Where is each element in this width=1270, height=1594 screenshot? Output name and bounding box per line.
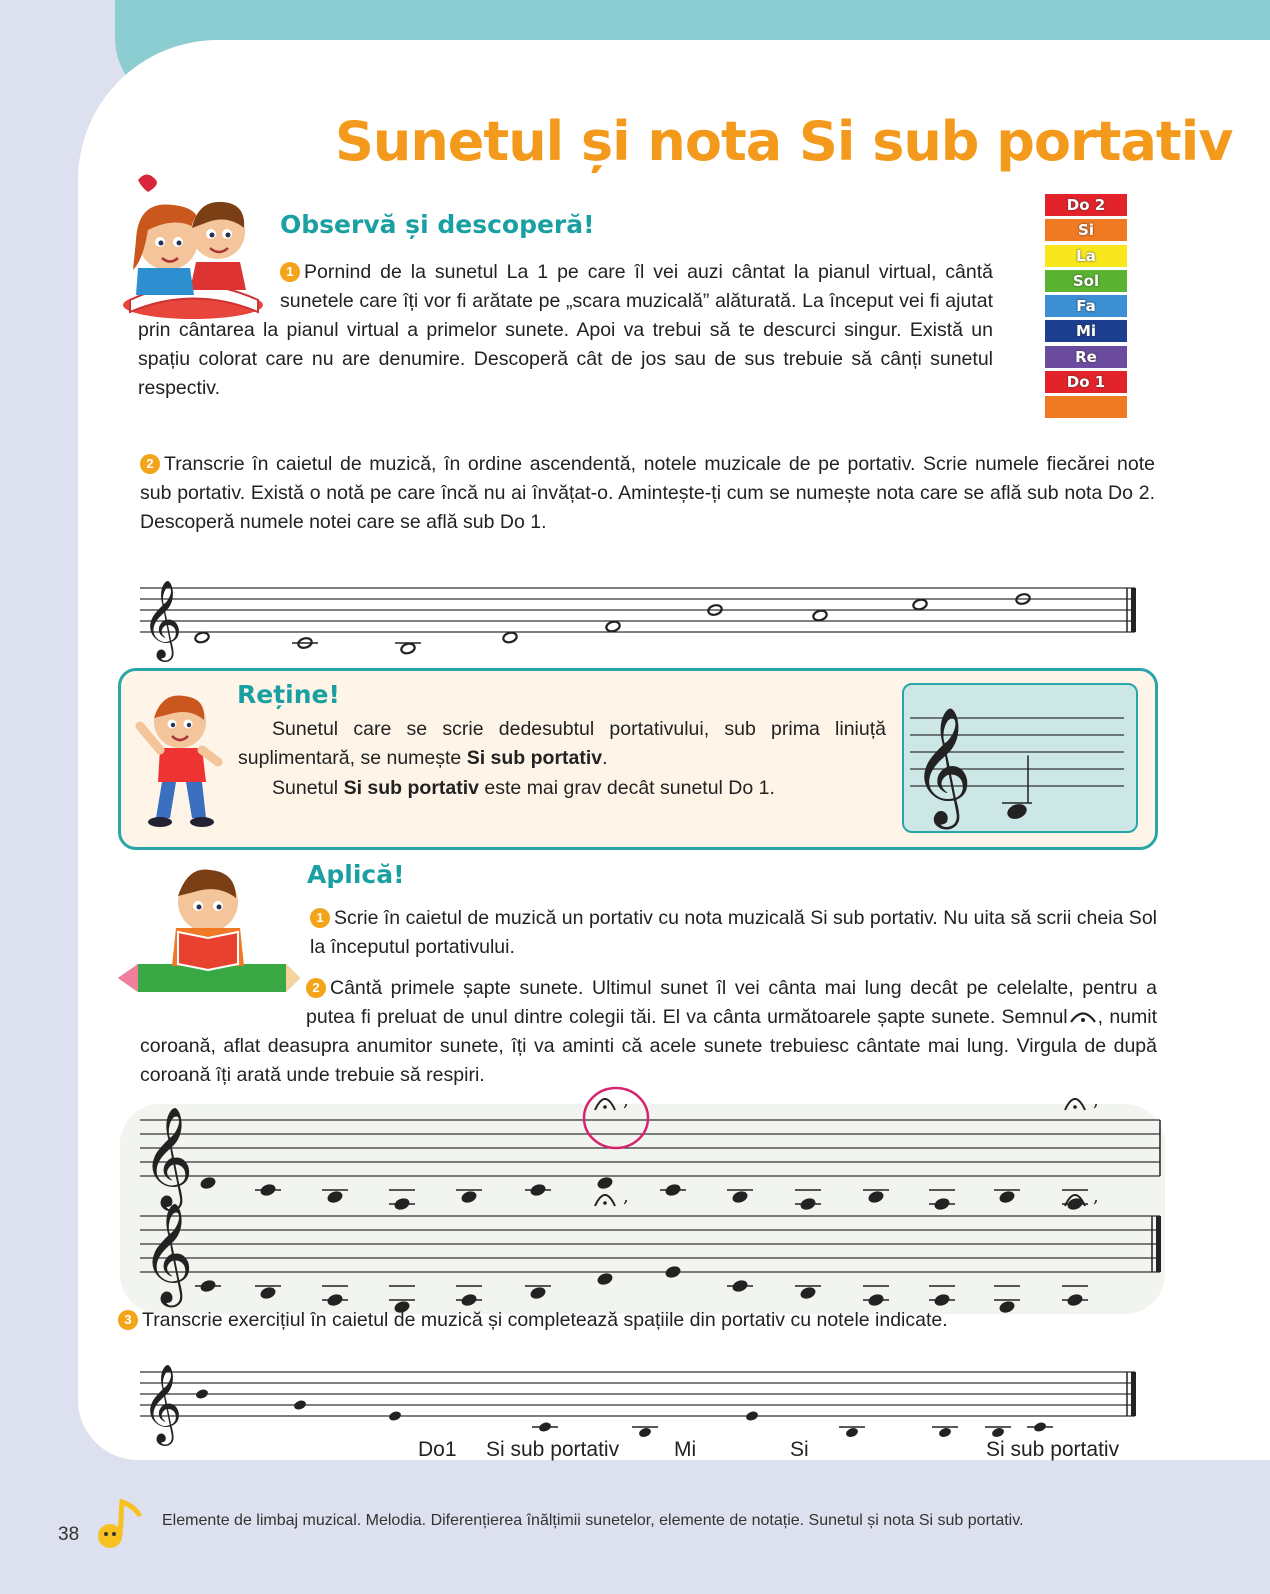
breath-comma: , <box>1093 1186 1099 1207</box>
note-head <box>1033 1421 1047 1433</box>
ladder-rung: Sol <box>1045 270 1127 292</box>
retine-heading: Reține! <box>237 680 340 709</box>
text-wrap-spacer <box>138 258 280 316</box>
fermata-dot <box>1073 1201 1077 1205</box>
note-head <box>1005 802 1029 822</box>
ladder-rung: Do 1 <box>1045 371 1127 393</box>
final-barline <box>1131 1372 1136 1416</box>
ladder-rung: Fa <box>1045 295 1127 317</box>
exercise-label: Si sub portativ <box>486 1438 620 1461</box>
boy-thumbs-up-illustration <box>132 684 222 829</box>
whole-note <box>194 631 210 643</box>
note-head <box>596 1175 614 1190</box>
retine-line2-end: este mai grav decât sunetul Do 1. <box>479 777 775 799</box>
aplica-item3-text: Transcrie exercițiul în caietul de muzică și completează spațiile din portativ cu notele indicate. <box>142 1309 948 1331</box>
note-head <box>529 1182 547 1197</box>
whole-note <box>400 642 416 654</box>
item-number-badge: 2 <box>140 454 160 474</box>
aplica-heading: Aplică! <box>307 860 405 889</box>
note-head <box>326 1189 344 1204</box>
aplica-item2 <box>140 974 1157 1090</box>
music-scale-ladder <box>1045 194 1127 422</box>
aplica-item2-text-b: , numit coroană, aflat deasupra anumitor sunete, îți va aminti că acele sunete trebuiesc cântate mai lung. Virgula de după coroană îți arată unde trebuie să respiri. <box>140 1006 1157 1086</box>
ladder-rung: La <box>1045 245 1127 267</box>
retine-line2 <box>238 774 886 803</box>
breath-comma: , <box>623 1186 629 1207</box>
note-head <box>664 1264 682 1279</box>
melody-staves <box>130 1090 1170 1318</box>
whole-note <box>812 609 828 621</box>
exercise-staff <box>130 1360 1160 1443</box>
aplica-item1-text: Scrie în caietul de muzică un portativ cu nota muzicală Si sub portativ. Nu uita să scrii cheia Sol la începutul portativului. <box>310 907 1157 958</box>
treble-clef-icon: 𝄞 <box>912 706 973 825</box>
note-head <box>460 1189 478 1204</box>
note-head <box>938 1427 952 1439</box>
note-head <box>596 1271 614 1286</box>
item-number-badge: 2 <box>306 978 326 998</box>
breath-comma: , <box>1093 1090 1099 1111</box>
ladder-rung: Do 2 <box>1045 194 1127 216</box>
note-head <box>731 1189 749 1204</box>
text-wrap-spacer <box>140 974 306 1030</box>
retine-line1-bold: Si sub portativ <box>466 747 603 769</box>
observa-item1 <box>138 258 993 403</box>
breath-comma: , <box>623 1090 629 1111</box>
fermata-dot <box>603 1105 607 1109</box>
footer-text: Elemente de limbaj muzical. Melodia. Diferențierea înălțimii sunetelor, elemente de notație. Sunetul și nota Si sub portativ. <box>162 1512 1024 1529</box>
note-head <box>199 1175 217 1190</box>
whole-note <box>912 598 928 610</box>
note-head <box>845 1427 859 1439</box>
staff-ascending-notes <box>130 570 1160 660</box>
ladder-rung <box>1045 396 1127 418</box>
retine-line1 <box>238 715 886 773</box>
retine-line2-bold: Si sub portativ <box>343 777 479 799</box>
note-head <box>195 1388 209 1400</box>
mini-staff <box>910 700 1130 825</box>
observa-heading: Observă și descoperă! <box>280 210 595 239</box>
observa-item1-text: Pornind de la sunetul La 1 pe care îl vei auzi cântat la pianul virtual, cântă sunetele care îți vor fi arătate pe „scara muzicală” alăturată. La început vei fi ajutat prin cântarea la pianul virtual a primelor sunete. Apoi va trebui să te descurci singur. Există un spațiu colorat care nu are denumire. Descoperă cât de jos sau de sus trebuie să cânți sunetul respectiv. <box>138 261 993 399</box>
item-number-badge: 3 <box>118 1310 138 1330</box>
observa-item2-text: Transcrie în caietul de muzică, în ordine ascendentă, notele muzicale de pe portativ. Scrie numele fiecărei note sub portativ. Există o notă pe care încă nu ai învățat-o. Amintește-ți cum se numește nota care se află sub nota Do 2. Descoperă numele notei care se află sub Do 1. <box>140 453 1155 533</box>
exercise-label: Do1 <box>418 1438 457 1461</box>
note-head <box>664 1182 682 1197</box>
exercise-label: Si <box>790 1438 809 1461</box>
ladder-rung: Re <box>1045 346 1127 368</box>
note-head <box>991 1427 1005 1439</box>
fermata-dot <box>1073 1105 1077 1109</box>
note-head <box>998 1189 1016 1204</box>
aplica-item1 <box>310 904 1157 962</box>
retine-line1-text: Sunetul care se scrie dedesubtul portativului, sub prima liniuță suplimentară, se numește <box>238 718 886 769</box>
aplica-item3 <box>118 1306 1158 1335</box>
final-barline <box>1156 1216 1161 1272</box>
whole-note <box>502 631 518 643</box>
ladder-rung: Mi <box>1045 320 1127 342</box>
music-note-mascot-icon <box>88 1496 148 1556</box>
ladder-rung: Si <box>1045 219 1127 241</box>
aplica-item2-text: Cântă primele șapte sunete. Ultimul sunet îl vei cânta mai lung decât pe celelalte, pentru a putea fi preluat de unul dintre colegii tăi. El va cânta următoarele șapte sunete. Semnul <box>306 977 1157 1028</box>
note-head <box>867 1189 885 1204</box>
note-head <box>293 1399 307 1411</box>
note-head <box>529 1285 547 1300</box>
unit-label: Unitatea 3 <box>195 50 419 94</box>
treble-clef-icon: 𝄞 <box>142 1202 194 1303</box>
note-head <box>259 1285 277 1300</box>
note-head <box>393 1196 411 1211</box>
treble-clef-icon: 𝄞 <box>142 1106 194 1207</box>
item-number-badge: 1 <box>310 908 330 928</box>
note-head <box>259 1182 277 1197</box>
fermata-icon <box>1068 1007 1098 1025</box>
note-head <box>638 1427 652 1439</box>
note-head <box>799 1196 817 1211</box>
whole-note <box>605 620 621 632</box>
page-number: 38 <box>58 1524 80 1545</box>
retine-line2-text: Sunetul <box>272 777 344 799</box>
observa-item2 <box>140 450 1155 537</box>
note-head <box>799 1285 817 1300</box>
page-title: Sunetul și nota Si sub portativ <box>335 110 1233 173</box>
note-head <box>538 1421 552 1433</box>
note-head <box>731 1278 749 1293</box>
fermata-dot <box>603 1201 607 1205</box>
final-barline <box>1131 588 1136 632</box>
treble-clef-icon: 𝄞 <box>142 580 183 659</box>
item-number-badge: 1 <box>280 262 300 282</box>
note-head <box>745 1410 759 1422</box>
exercise-label: Si sub portativ <box>986 1438 1120 1461</box>
retine-line1-end: . <box>602 747 608 769</box>
note-head <box>933 1196 951 1211</box>
exercise-label: Mi <box>674 1438 697 1461</box>
note-head <box>388 1410 402 1422</box>
note-head <box>199 1278 217 1293</box>
treble-clef-icon: 𝄞 <box>142 1364 183 1443</box>
